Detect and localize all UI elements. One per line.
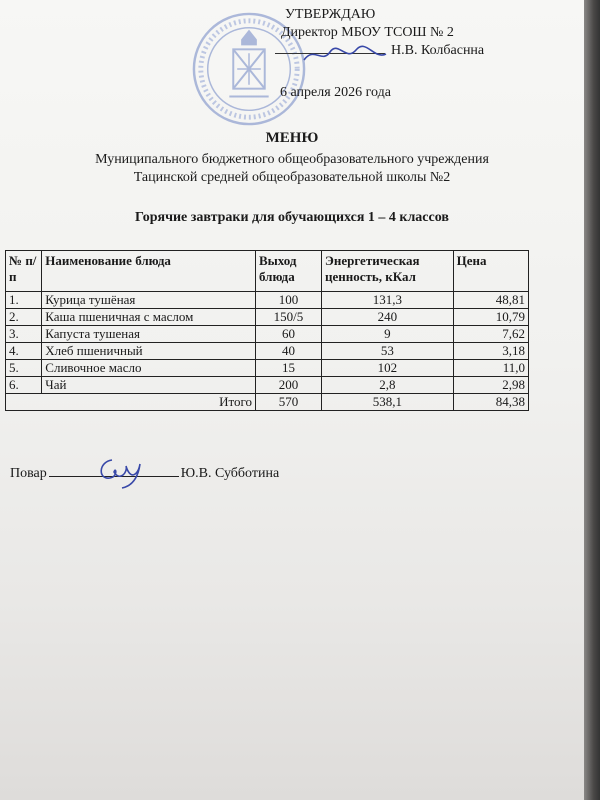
- table-row: [6, 343, 529, 360]
- row-output: 150/5: [255, 309, 321, 326]
- row-name: Каша пшеничная с маслом: [42, 309, 256, 326]
- table-row: [6, 360, 529, 377]
- row-name: Сливочное масло: [42, 360, 256, 377]
- table-row: [6, 292, 529, 309]
- director-name: Н.В. Колбаснна: [391, 43, 485, 58]
- row-name: Чай: [42, 377, 256, 394]
- row-energy: 53: [322, 343, 454, 360]
- menu-title: МЕНЮ: [265, 130, 319, 146]
- total-price: 84,38: [453, 394, 528, 411]
- org-line-1: Муниципального бюджетного общеобразовательного учреждения: [95, 152, 489, 167]
- approval-date: 6 апреля 2026 года: [280, 85, 391, 100]
- row-price: 7,62: [453, 326, 528, 343]
- row-output: 200: [255, 377, 321, 394]
- cook-signature: [92, 450, 152, 490]
- table-row: [6, 326, 529, 343]
- total-energy: 538,1: [322, 394, 454, 411]
- row-num: 4.: [6, 343, 42, 360]
- row-output: 40: [255, 343, 321, 360]
- director-signature: [300, 42, 390, 68]
- row-energy: 131,3: [322, 292, 454, 309]
- row-num: 2.: [6, 309, 42, 326]
- row-energy: 240: [322, 309, 454, 326]
- table-total-row: [6, 394, 529, 411]
- table-header-row: [6, 251, 529, 292]
- row-name: Капуста тушеная: [42, 326, 256, 343]
- row-num: 5.: [6, 360, 42, 377]
- menu-subtitle: Горячие завтраки для обучающихся 1 – 4 классов: [135, 210, 449, 225]
- table-row: [6, 309, 529, 326]
- total-output: 570: [255, 394, 321, 411]
- approve-label: УТВЕРЖДАЮ: [285, 7, 376, 22]
- director-title: Директор МБОУ ТСОШ № 2: [281, 25, 454, 40]
- row-price: 48,81: [453, 292, 528, 309]
- row-output: 100: [255, 292, 321, 309]
- cook-label: Повар: [10, 466, 47, 481]
- row-energy: 2,8: [322, 377, 454, 394]
- row-output: 15: [255, 360, 321, 377]
- row-energy: 102: [322, 360, 454, 377]
- header-price: Цена: [453, 251, 528, 292]
- row-output: 60: [255, 326, 321, 343]
- row-num: 6.: [6, 377, 42, 394]
- cook-name: Ю.В. Субботина: [180, 466, 280, 481]
- org-line-2: Тацинской средней общеобразовательной школы №2: [133, 170, 451, 185]
- row-num: 1.: [6, 292, 42, 309]
- row-price: 10,79: [453, 309, 528, 326]
- menu-table: [5, 250, 529, 411]
- row-price: 11,0: [453, 360, 528, 377]
- table-row: [6, 377, 529, 394]
- row-energy: 9: [322, 326, 454, 343]
- row-num: 3.: [6, 326, 42, 343]
- row-price: 3,18: [453, 343, 528, 360]
- background-surface: [584, 0, 600, 800]
- row-name: Курица тушёная: [42, 292, 256, 309]
- header-name: Наименование блюда: [42, 251, 256, 292]
- total-label: Итого: [6, 394, 256, 411]
- row-price: 2,98: [453, 377, 528, 394]
- header-output: Выход блюда: [255, 251, 321, 292]
- row-name: Хлеб пшеничный: [42, 343, 256, 360]
- header-energy: Энергетическая ценность, кКал: [322, 251, 454, 292]
- header-num: № п/п: [6, 251, 42, 292]
